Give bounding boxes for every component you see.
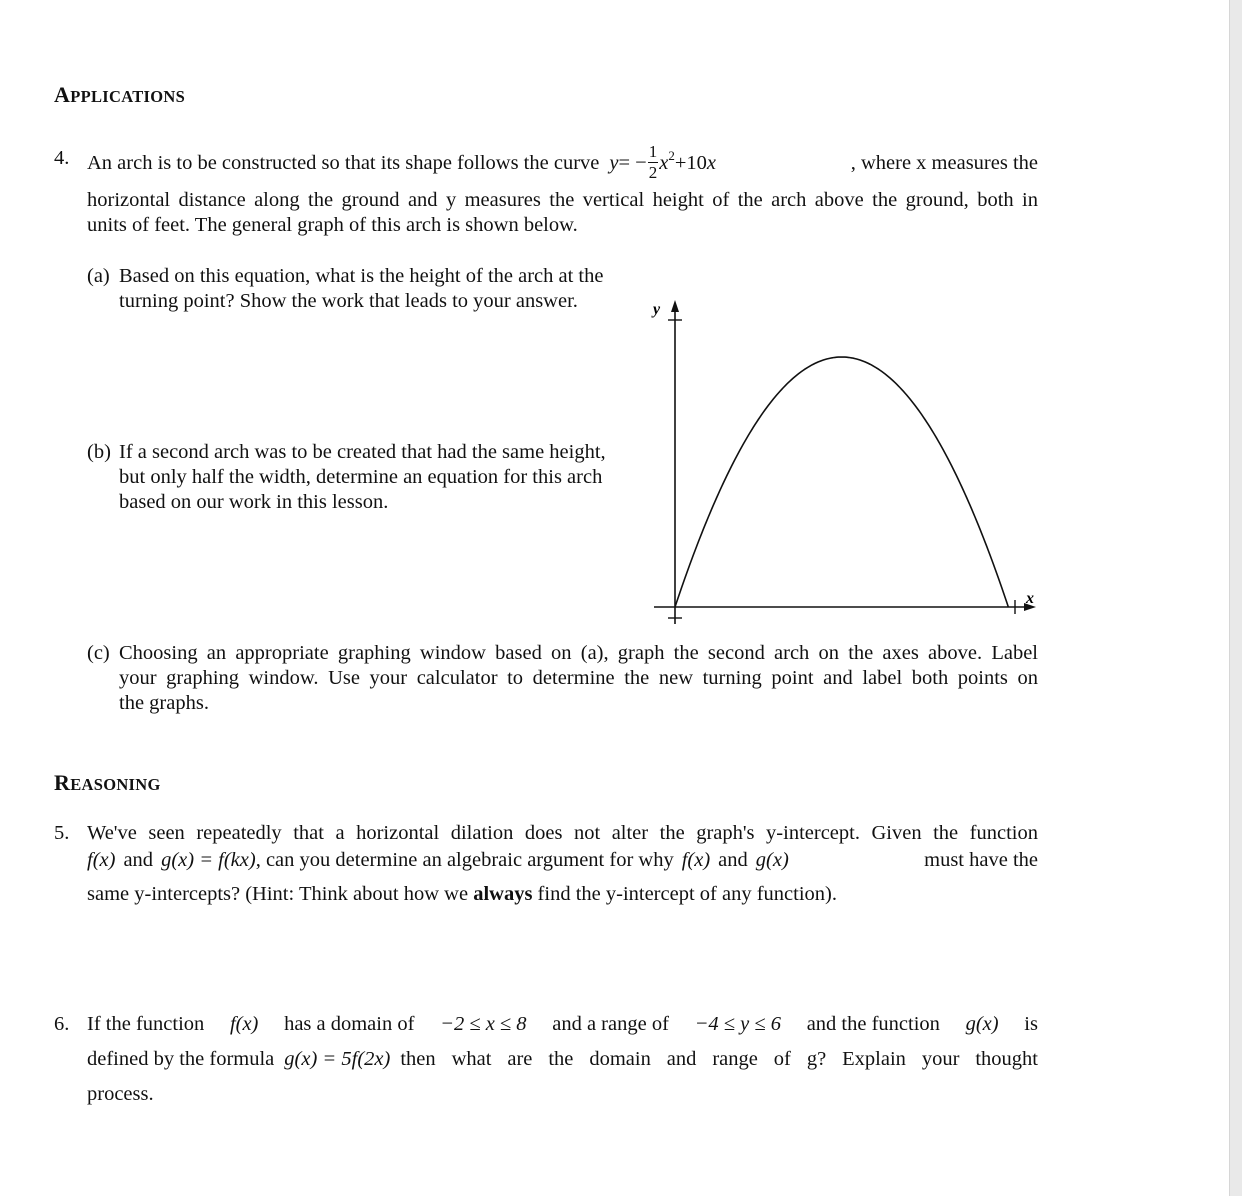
part-b-label: (b) [87, 441, 111, 463]
x-axis-label: x [1026, 590, 1034, 607]
q4-intro-text: An arch is to be constructed so that its shape follows the curve [87, 151, 600, 174]
part-c-line-3: the graphs. [119, 692, 209, 714]
section-heading-reasoning: REASONING [54, 770, 161, 795]
part-c-label: (c) [87, 642, 110, 664]
question-6-line-2: defined by the formula g(x) = 5f(2x) then what are the domain and range of g? Explain your thought [87, 1048, 1038, 1070]
graph-axes [654, 300, 1036, 624]
part-c-line-1: Choosing an appropriate graphing window based on (a), graph the second arch on the axes above. Label [119, 642, 1038, 664]
arch-graph [640, 290, 1060, 630]
question-4-line-3: units of feet. The general graph of this arch is shown below. [87, 214, 578, 236]
part-b-line-2: but only half the width, determine an equation for this arch [119, 466, 603, 488]
arch-curve [675, 357, 1008, 607]
question-number-6: 6. [54, 1013, 70, 1035]
part-b-line-3: based on our work in this lesson. [119, 491, 389, 513]
arch-equation: y = − $\frac{1}{2}$ x $^2$ +10 x [609, 141, 717, 182]
y-axis-label: y [653, 301, 661, 318]
q4-intro-text-end: , where x measures the [850, 151, 1038, 174]
part-a-line-1: Based on this equation, what is the height of the arch at the [119, 265, 604, 287]
part-c-line-2: your graphing window. Use your calculator to determine the new turning point and label both points on [119, 667, 1038, 689]
section-heading-applications: APPLICATIONS [54, 82, 186, 107]
y-axis-arrow [671, 300, 679, 312]
page-edge [1229, 0, 1242, 1196]
part-a-line-2: turning point? Show the work that leads to your answer. [119, 290, 578, 312]
question-5-line-1: We've seen repeatedly that a horizontal dilation does not alter the graph's y-intercept. Given the function [87, 822, 1038, 844]
question-4-line-2: horizontal distance along the ground and y measures the vertical height of the arch above the ground, both in [87, 189, 1038, 211]
question-number-5: 5. [54, 822, 70, 844]
question-number-4: 4. [54, 147, 70, 169]
question-5-line-2: f(x) and g(x) = f(kx) , can you determine an algebraic argument for why f(x) and g(x) must have the [87, 849, 1038, 871]
question-4-line-1 [87, 138, 1038, 188]
part-b-line-1: If a second arch was to be created that had the same height, [119, 441, 606, 463]
question-6-line-3: process. [87, 1083, 154, 1105]
question-5-line-3: same y-intercepts? (Hint: Think about how we always find the y-intercept of any function). [87, 883, 837, 905]
question-6-line-1: If the function f(x) has a domain of −2 ≤ x ≤ 8 and a range of −4 ≤ y ≤ 6 and the function g(x) is [87, 1013, 1038, 1035]
part-a-label: (a) [87, 265, 110, 287]
